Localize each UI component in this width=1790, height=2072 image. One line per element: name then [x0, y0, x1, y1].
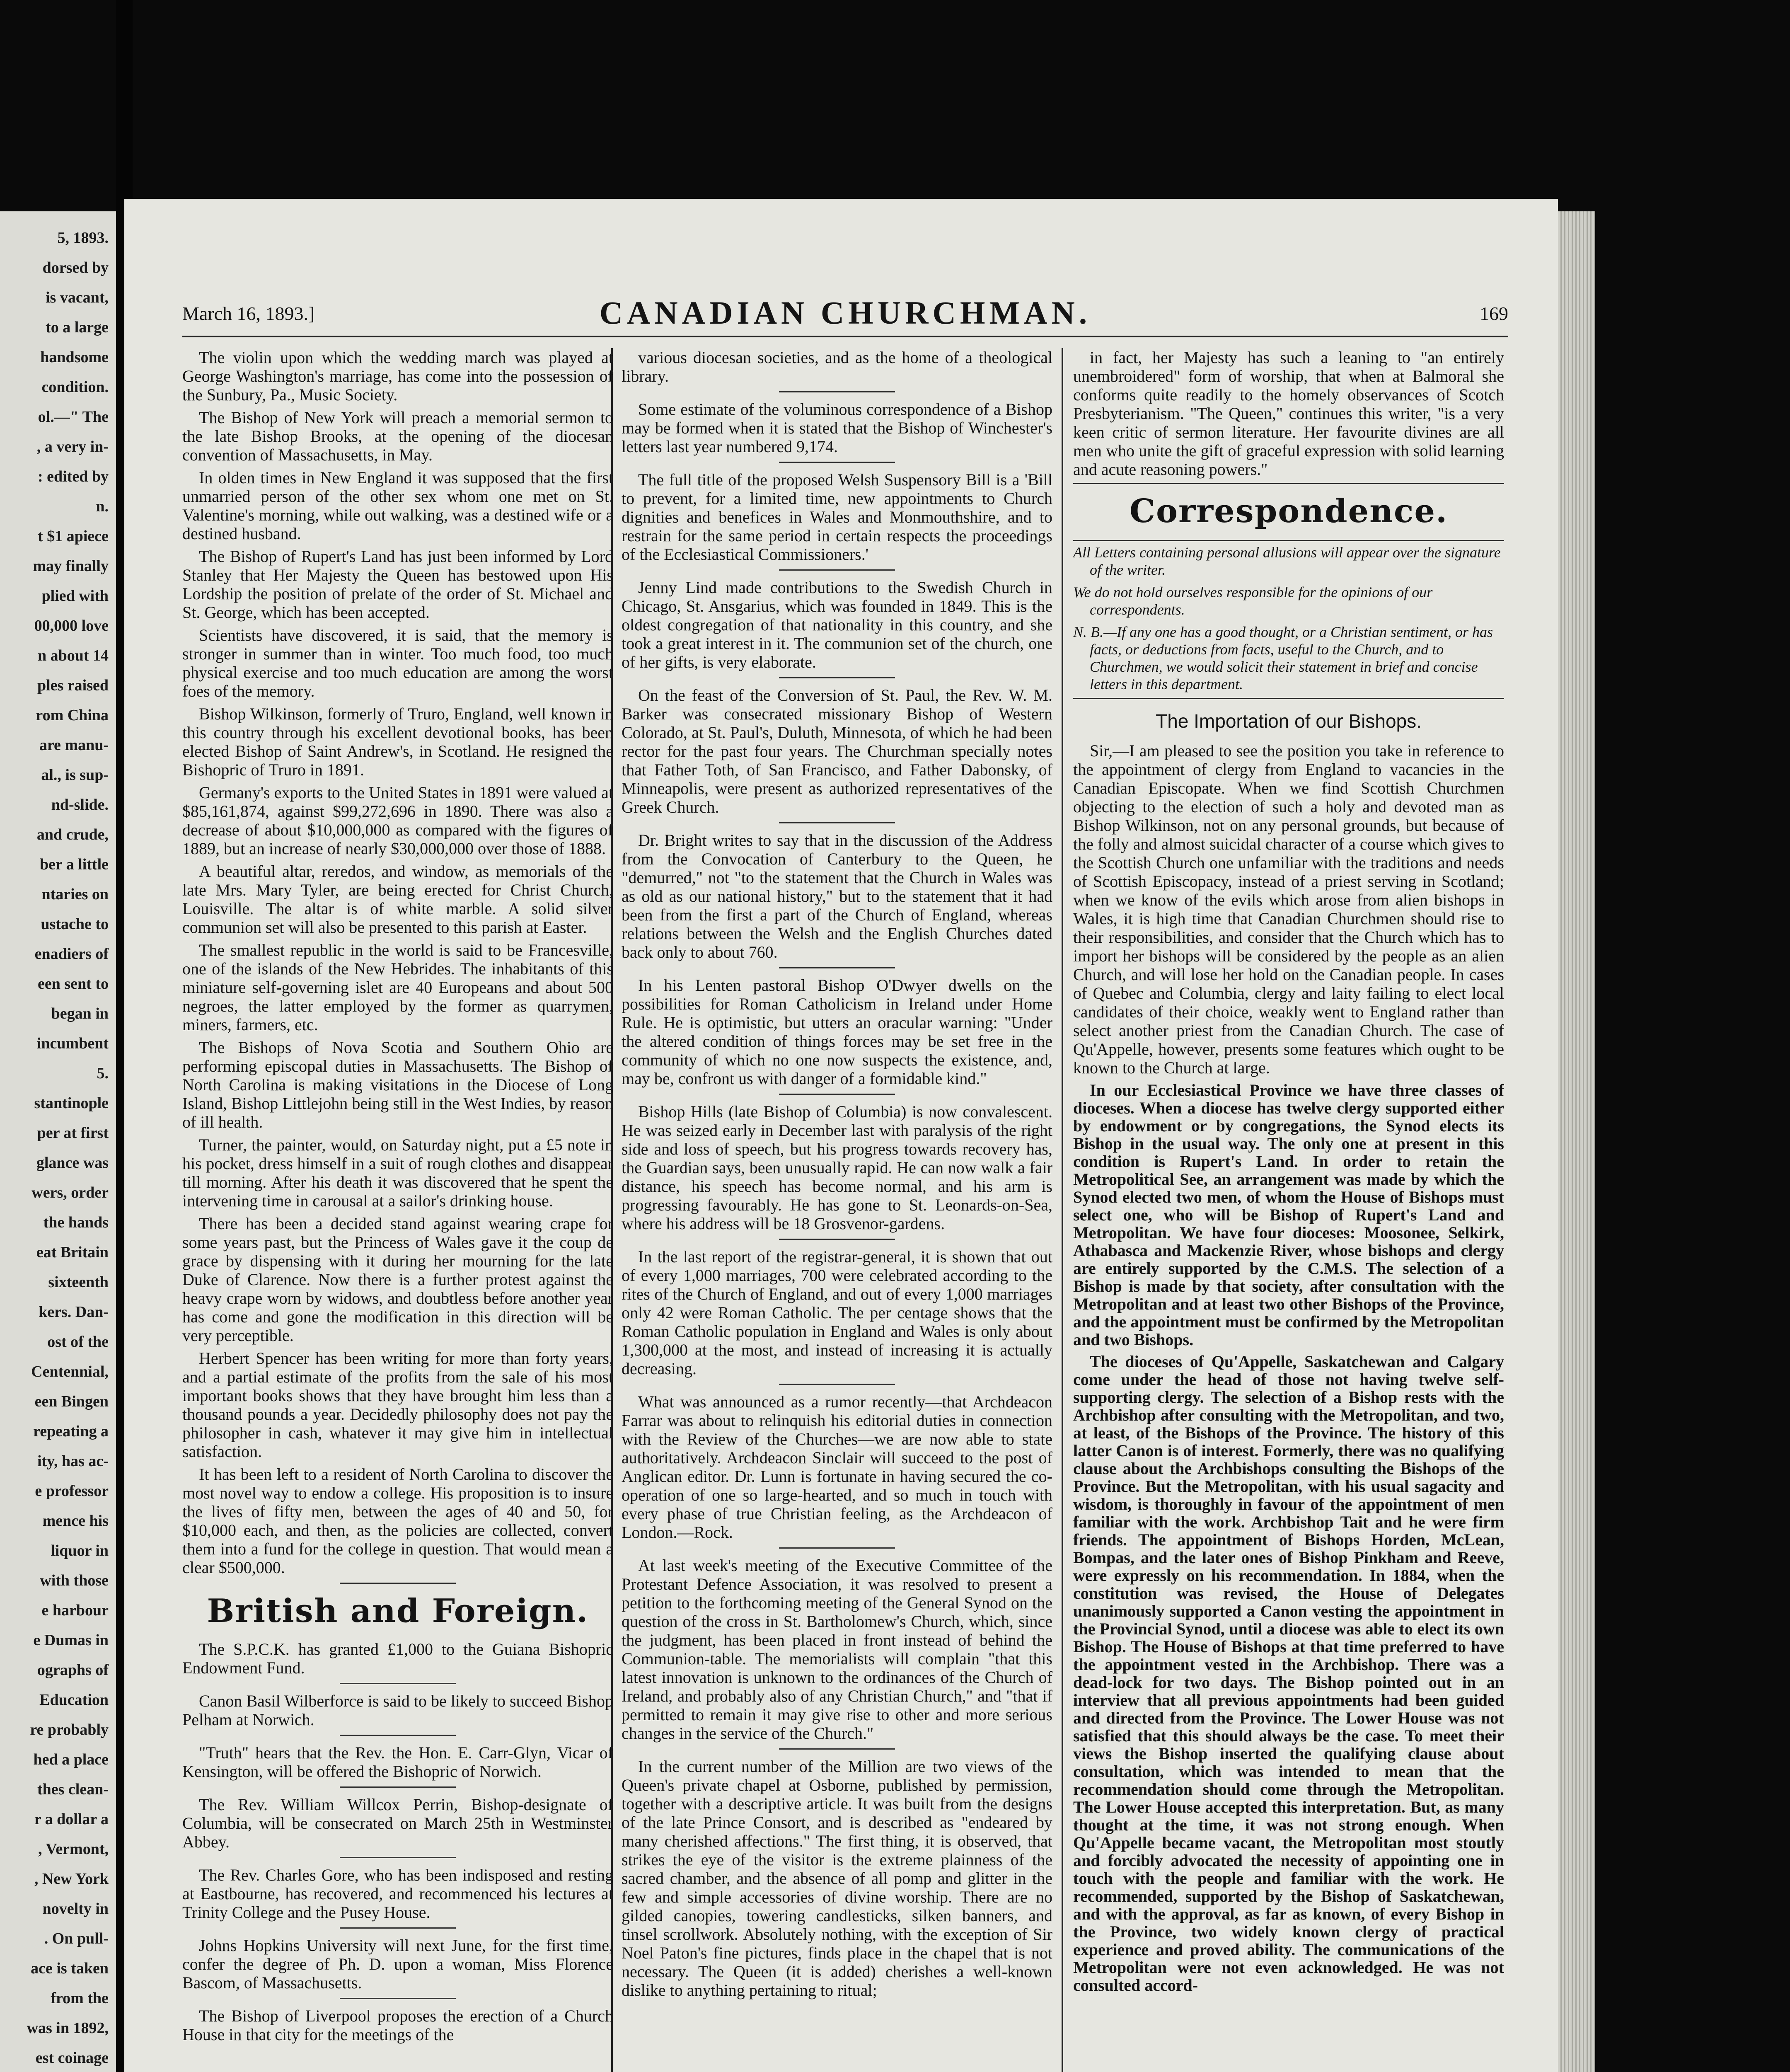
facing-page-line: began in	[51, 1005, 109, 1022]
facing-page-line: enadiers of	[34, 945, 109, 963]
page-edge	[1558, 211, 1595, 2072]
news-paragraph: Bishop Wilkinson, formerly of Truro, England, well known in this country through his excellent devotional books, has been elected Bishop of Saint Andrew's, in Scotland. He resigned the Bishopric of Truro in 1891.	[182, 704, 613, 779]
facing-page-line: ber a little	[39, 856, 109, 873]
page-header	[182, 294, 1508, 332]
editorial-note: N. B.—If any one has a good thought, or a Christian sentiment, or has facts, or deductions from facts, useful to the Church, and to Churchmen, we would solicit their statement in brief and concise letters in this department.	[1073, 624, 1493, 692]
news-paragraph: Germany's exports to the United States in 1891 were valued at $85,161,874, against $99,272,696 in 1890. There was also a decrease of about $10,000,000 as compared with the figures of 1889, but an increase of nearly $30,000,000 over those of 1888.	[182, 783, 613, 858]
facing-page-line: ples raised	[37, 677, 109, 694]
facing-page-line: may finally	[33, 557, 109, 575]
newspaper-page	[124, 199, 1558, 2072]
facing-page-line: , a very in-	[36, 438, 109, 455]
news-item: At last week's meeting of the Executive Committee of the Protestant Defence Association, it was resolved to present a petition to the forthcoming meeting of the General Synod on the question of the cross in St. Bartholomew's Church, which, since the judgment, has been placed in front instead of behind the Communion-table. The memorialists will complain "that this latest innovation is unknown to the ordinances of the Church of Ireland, and probably also of any Christian Church," and "that if permitted to remain it may give rise to other and more serious changes in the service of the Church."	[622, 1556, 1052, 1743]
facing-page-line: e harbour	[41, 1602, 109, 1619]
letter-paragraph: In our Ecclesiastical Province we have three classes of dioceses. When a diocese has twelve clergy supported either by endowment or by congregations, the Synod elects its Bishop in the usual way. The only one at present in this condition is Rupert's Land. In order to retain the Metropolitical See, an arrangement was made by which the Synod elected two men, of whom the House of Bishops must select one, who will be Bishop of Rupert's Land and Metropolitan. We have four dioceses: Moosonee, Selkirk, Athabasca and Mackenzie River, whose bishops and clergy are entirely supported by the C.M.S. The selection of a Bishop is made by that society, after consultation with the Metropolitan and at least two other Bishops of the Province, and the appointment must be confirmed by the Metropolitan and two Bishops.	[1073, 1081, 1504, 1349]
news-item: In his Lenten pastoral Bishop O'Dwyer dwells on the possibilities for Roman Catholicism in Ireland under Home Rule. He is optimistic, but utters an oracular warning: "Under the altered condition of things forces may be set free in the community of which no one now suspects the existence, and, may be, confront us with danger of a formidable kind."	[622, 976, 1052, 1088]
item-separator	[340, 1786, 456, 1788]
page-number: 169	[1480, 303, 1508, 324]
facing-page-line: per at first	[37, 1124, 109, 1142]
column-1	[182, 348, 613, 2072]
british-and-foreign-heading: British and Foreign.	[207, 1592, 589, 1630]
facing-page-line: 5.	[97, 1065, 109, 1082]
facing-page-line: est coinage	[35, 2049, 109, 2067]
news-paragraph: The violin upon which the wedding march was played at George Washington's marriage, has come into the possession of the Sunbury, Pa., Music Society.	[182, 348, 613, 404]
facing-page-line: is vacant,	[46, 289, 109, 306]
news-item: The S.P.C.K. has granted £1,000 to the Guiana Bishopric Endowment Fund.	[182, 1640, 613, 1677]
facing-page-line: plied with	[41, 587, 109, 605]
facing-page-line: re probably	[30, 1721, 109, 1738]
news-item: Dr. Bright writes to say that in the discussion of the Address from the Convocation of Canterbury to the Queen, he "demurred," not "to the statement that the Church in Wales was as old as our national history," but to the statement that it had been from the first a part of the Church of England, whereas relations between the Welsh and the English Churches dated back only to about 760.	[622, 831, 1052, 961]
item-separator	[779, 1748, 895, 1750]
section-rule	[1073, 540, 1504, 541]
item-separator	[340, 1683, 456, 1684]
masthead-title: CANADIAN CHURCHMAN.	[599, 295, 1091, 331]
facing-page-line: e Dumas in	[33, 1631, 109, 1649]
facing-page-line: with those	[40, 1572, 109, 1589]
item-separator	[779, 822, 895, 823]
news-paragraph: There has been a decided stand against wearing crape for some years past, but the Princess of Wales gave it the coup de grace by dispensing with it during her mourning for the late Duke of Clarence. Now there is a further protest against the heavy crape worn by widows, and doubtless before another year has come and gone the modification in this direction will be very perceptible.	[182, 1214, 613, 1345]
facing-page-line: ol.—" The	[38, 408, 109, 426]
section-separator	[340, 1583, 456, 1584]
facing-page-line: liquor in	[51, 1542, 109, 1559]
item-separator	[340, 1998, 456, 1999]
facing-page-line: , New York	[34, 1870, 109, 1888]
queen-worship-paragraph: in fact, her Majesty has such a leaning to "an entirely unembroidered" form of worship, that when at Balmoral she conforms quite readily to the homely observances of Scotch Presbyterianism. "The Queen," continues this writer, "is a very keen critic of sermon literature. Her favourite divines are all men who unite the gift of graceful expression with solid learning and acute reasoning powers."	[1073, 348, 1504, 479]
facing-page-line: , Vermont,	[38, 1840, 109, 1858]
news-item: The Rev. William Willcox Perrin, Bishop-designate of Columbia, will be consecrated on March 25th in Westminster Abbey.	[182, 1795, 613, 1851]
facing-page-line: handsome	[40, 349, 109, 366]
editorial-note: All Letters containing personal allusions will appear over the signature of the writer.	[1073, 544, 1501, 578]
news-item: The full title of the proposed Welsh Suspensory Bill is a 'Bill to prevent, for a limited time, new appointments to Church dignities and benefices in Wales and Monmouthshire, and to restrain for the same period in certain respects the proceedings of the Ecclesiastical Commissioners.'	[622, 470, 1052, 564]
facing-page-line: repeating a	[33, 1423, 109, 1440]
facing-page-line: sixteenth	[48, 1273, 109, 1291]
column-2	[622, 348, 1052, 2072]
facing-page-line: novelty in	[42, 1900, 109, 1917]
news-item: In the last report of the registrar-general, it is shown that out of every 1,000 marriages, 700 were celebrated according to the rites of the Church of England, and out of every 1,000 marriages only 42 were Roman Catholic. The per centage shows that the Roman Catholic population in England and Wales is only about 1,300,000 at the most, and instead of increasing it is actually decreasing.	[622, 1247, 1052, 1378]
facing-page-line: glance was	[36, 1154, 109, 1172]
facing-page-line: Education	[39, 1691, 109, 1709]
section-rule	[1073, 698, 1504, 699]
facing-page-line: from the	[51, 1990, 109, 2007]
facing-page-line: dorsed by	[42, 259, 109, 276]
letter-paragraph: Sir,—I am pleased to see the position you take in reference to the appointment of clergy from England to vacancies in the Canadian Episcopate. When we find Scottish Churchmen objecting to the election of such a holy and devoted man as Bishop Wilkinson, not on any personal grounds, but because of the folly and almost suicidal character of a course which gives to the Scottish Church one unfamiliar with the traditions and needs of Scottish Episcopacy, instead of a priest serving in Scotland; when we know of the evils which arose from alien bishops in Wales, it is high time that Canadian Churchmen should rise to their responsibilities, and consider that the Church which has to import her bishops will be considered by the people as an alien Church, and will lose her hold on the Canadian people. In cases of Quebec and Columbia, clergy and laity failing to elect local candidates of their choice, weakly went to England rather than select another priest from the Canadian Church. The case of Qu'Appelle, however, presents some features which ought to be known to the Church at large.	[1073, 741, 1504, 1077]
item-separator	[779, 1239, 895, 1240]
news-paragraph: It has been left to a resident of North Carolina to discover the most novel way to endow a college. His proposition is to insure the lives of fifty men, between the ages of 40 and 50, for $10,000 each, and then, as the policies are collected, convert them into a fund for the college in question. That would mean a clear $500,000.	[182, 1465, 613, 1577]
item-separator	[779, 1094, 895, 1095]
facing-page-line: are manu-	[39, 736, 109, 754]
facing-page-line: ographs of	[37, 1661, 109, 1679]
news-paragraph: A beautiful altar, reredos, and window, as memorials of the late Mrs. Mary Tyler, are being erected for Christ Church, Louisville. The altar is of white marble. A solid silver communion set will also be presented to this parish at Easter.	[182, 862, 613, 937]
news-item: various diocesan societies, and as the home of a theological library.	[622, 348, 1052, 385]
facing-page-line: 00,000 love	[34, 617, 109, 634]
facing-page-line: nd-slide.	[51, 796, 109, 813]
facing-page-line: incumbent	[36, 1035, 109, 1052]
news-item: What was announced as a rumor recently—that Archdeacon Farrar was about to relinquish his editorial duties in connection with the Review of the Churches—we are now able to state authoritatively. Archdeacon Sinclair will succeed to the post of Anglican editor. Dr. Lunn is fortunate in having secured the co-operation of one so large-hearted, and so much in touch with every phase of true Christian feeling, as the Archdeacon of London.—Rock.	[622, 1392, 1052, 1542]
facing-page-line: een sent to	[38, 975, 109, 992]
facing-page-line: mence his	[42, 1512, 109, 1530]
correspondence-heading: Correspondence.	[1129, 492, 1448, 530]
item-separator	[779, 1547, 895, 1549]
news-item: The Rev. Charles Gore, who has been indisposed and resting at Eastbourne, has recovered, and recommenced his lectures at Trinity College and the Pusey House.	[182, 1866, 613, 1922]
section-rule	[1073, 483, 1504, 484]
news-paragraph: The Bishop of Rupert's Land has just been informed by Lord Stanley that Her Majesty the Queen has bestowed upon His Lordship the position of prelate of the order of St. Michael and St. George, which has been accepted.	[182, 547, 613, 622]
facing-page-line: ace is taken	[31, 1960, 109, 1977]
issue-date: March 16, 1893.]	[182, 303, 315, 324]
facing-page-line: thes clean-	[37, 1781, 109, 1798]
item-separator	[779, 677, 895, 678]
item-separator	[340, 1857, 456, 1858]
facing-page-line: . On pull-	[44, 1930, 109, 1947]
news-item: Some estimate of the voluminous correspondence of a Bishop may be formed when it is stated that the Bishop of Winchester's letters last year numbered 9,174.	[622, 400, 1052, 456]
facing-page-line: ity, has ac-	[37, 1452, 109, 1470]
column-divider	[1062, 348, 1063, 2072]
facing-page-line: Centennial,	[31, 1363, 109, 1380]
facing-page-line: hed a place	[33, 1751, 109, 1768]
news-item: Jenny Lind made contributions to the Swedish Church in Chicago, St. Ansgarius, which was founded in 1849. This is the oldest congregation of that nationality in this country, and she took a great interest in it. The communion set of the church, one of her gifts, is very elaborate.	[622, 578, 1052, 671]
news-item: The Bishop of Liverpool proposes the erection of a Church House in that city for the meetings of the	[182, 2007, 613, 2044]
item-separator	[779, 1384, 895, 1385]
facing-page-fragment	[0, 211, 116, 2072]
facing-page-line: n about 14	[37, 647, 109, 664]
header-rule	[182, 336, 1508, 337]
news-item: In the current number of the Million are two views of the Queen's private chapel at Osborne, published by permission, together with a descriptive article. It was built from the designs of the late Prince Consort, and is described as "endeared by many cherished affections." The first thing, it is observed, that strikes the eye of the visitor is the extreme plainness of the sacred chamber, and the absence of all pomp and glitter in the few and simple accessories of divine worship. There are no gilded canopies, towering candlesticks, silken banners, and tinsel scrollwork. Absolutely nothing, with the exception of Sir Noel Paton's fine pictures, finds place in the chapel that is not necessary. The Queen (it is added) cherishes a well-known dislike to anything pertaining to ritual;	[622, 1757, 1052, 1999]
facing-page-line: een Bingen	[34, 1393, 109, 1410]
facing-page-line: eat Britain	[36, 1244, 109, 1261]
facing-page-line: wers, order	[31, 1184, 109, 1201]
facing-page-line: rom China	[36, 707, 109, 724]
editorial-note: We do not hold ourselves responsible for the opinions of our correspondents.	[1073, 584, 1433, 618]
facing-page-line: ustache to	[41, 915, 109, 933]
column-3	[1073, 348, 1504, 2072]
news-item: Bishop Hills (late Bishop of Columbia) is now convalescent. He was seized early in December last with paralysis of the right side and loss of speech, but his progress towards recovery has, the Guardian says, been unusually rapid. He can now walk a fair distance, his speech has become normal, and his arm is progressing favourably. He has gone to St. Leonards-on-Sea, where his address will be 18 Grosvenor-gardens.	[622, 1102, 1052, 1233]
news-paragraph: The Bishops of Nova Scotia and Southern Ohio are performing episcopal duties in Massachusetts. The Bishop of North Carolina is making visitations in the Diocese of Long Island, Bishop Littlejohn being still in the West Indies, by reason of ill health.	[182, 1038, 613, 1131]
facing-page-line: the hands	[43, 1214, 109, 1231]
news-paragraph: The Bishop of New York will preach a memorial sermon to the late Bishop Brooks, at the opening of the diocesan convention of Massachusetts, in May.	[182, 408, 613, 464]
news-item: On the feast of the Conversion of St. Paul, the Rev. W. M. Barker was consecrated missionary Bishop of Western Colorado, at St. Paul's, Duluth, Minnesota, of which he had been rector for the past four years. The Churchman specially notes that Father Toth, of San Francisco, and Father Dabonsky, of Minneapolis, were present as authorized representatives of the Greek Church.	[622, 686, 1052, 816]
facing-page-line: r a dollar a	[34, 1811, 109, 1828]
facing-page-line: was in 1892,	[27, 2019, 109, 2037]
item-separator	[340, 1927, 456, 1929]
facing-page-line: to a large	[46, 319, 109, 336]
facing-page-line: and crude,	[36, 826, 109, 843]
news-item: Canon Basil Wilberforce is said to be likely to succeed Bishop Pelham at Norwich.	[182, 1692, 613, 1729]
news-paragraph: Herbert Spencer has been writing for more than forty years, and a partial estimate of the profits from the sale of his most important books shows that they have brought him less than a thousand pounds a year. Decidedly philosophy does not pay the philosopher in cash, whatever it may give him in intellectual satisfaction.	[182, 1349, 613, 1461]
item-separator	[779, 391, 895, 392]
facing-page-line: ntaries on	[41, 886, 109, 903]
item-separator	[779, 462, 895, 463]
item-separator	[779, 569, 895, 571]
facing-page-line: 5, 1893.	[57, 229, 109, 247]
letter-paragraph: The dioceses of Qu'Appelle, Saskatchewan and Calgary come under the head of those not having twelve self-supporting clergy. The selection of a Bishop rests with the Archbishop after consulting with the Metropolitan, and two, at least, of the Bishops of the Province. The history of this latter Canon is of interest. Formerly, there was no qualifying clause about the Archbishops consulting the Bishops of the Province. But the Metropolitan, with his usual sagacity and wisdom, is thoroughly in favour of the appointment of men familiar with the work. Archbishop Tait and he were firm friends. The appointment of Bishops Horden, McLean, Bompas, and the later ones of Bishop Pinkham and Reeve, were expressly on his recommendation. In 1884, when the constitution was revised, the House of Delegates unanimously supported a Canon vesting the appointment in the Provincial Synod, until a diocese was able to elect its own Bishop. The House of Bishops at that time preferred to have the appointment vested in the Archbishop. There was a dead-lock for two days. The Bishop pointed out in an interview that all previous appointments had been guided and directed from the Province. The Lower House was not satisfied that this should always be the case. To meet their views the Bishop inserted the qualifying clause about consultation, which was intended to mean that the recommendation should come through the Metropolitan. The Lower House accepted this interpretation. But, as many thought at the time, it was not strong enough. When Qu'Appelle became vacant, the Metropolitan most stoutly and forcibly advocated the necessity of appointing one in touch with the people and familiar with the work. He recommended, supported by the Bishop of Saskatchewan, and with the approval, as far as known, of every Bishop in the Province, two widely known clergy of practical experience and proved ability. The communications of the Metropolitan were not even acknowledged. He was not consulted accord-	[1073, 1352, 1504, 1995]
facing-page-line: ost of the	[47, 1333, 109, 1351]
news-paragraph: Turner, the painter, would, on Saturday night, put a £5 note in his pocket, dress himself in a suit of rough clothes and disappear till morning. After his death it was discovered that he spent the intervening time in carousal at a sailor's drinking house.	[182, 1135, 613, 1210]
news-item: "Truth" hears that the Rev. the Hon. E. Carr-Glyn, Vicar of Kensington, will be offered the Bishopric of Norwich.	[182, 1743, 613, 1781]
facing-page-line: stantinople	[34, 1094, 109, 1112]
item-separator	[779, 967, 895, 968]
facing-page-line: e professor	[35, 1482, 109, 1500]
facing-page-line: condition.	[41, 378, 109, 396]
news-paragraph: In olden times in New England it was supposed that the first unmarried person of the other sex whom one met on St. Valentine's morning, while out walking, was a destined wife or a destined husband.	[182, 468, 613, 543]
facing-page-line: al., is sup-	[41, 766, 109, 784]
facing-page-line: : edited by	[38, 468, 109, 485]
facing-page-line: kers. Dan-	[39, 1303, 109, 1321]
facing-page-line: n.	[96, 498, 109, 515]
facing-page-line: t $1 apiece	[38, 528, 109, 545]
news-paragraph: The smallest republic in the world is said to be Francesville, one of the islands of the New Hebrides. The inhabitants of this miniature self-governing islet are 40 Europeans and about 500 negroes, the latter employed by the former as quarrymen, miners, farmers, etc.	[182, 941, 613, 1034]
news-item: Johns Hopkins University will next June, for the first time, confer the degree of Ph. D. upon a woman, Miss Florence Bascom, of Massachusetts.	[182, 1936, 613, 1992]
news-paragraph: Scientists have discovered, it is said, that the memory is stronger in summer than in winter. Too much food, too much physical exercise and too much education are among the worst foes of the memory.	[182, 626, 613, 700]
letter-title: The Importation of our Bishops.	[1156, 710, 1422, 732]
item-separator	[340, 1735, 456, 1736]
